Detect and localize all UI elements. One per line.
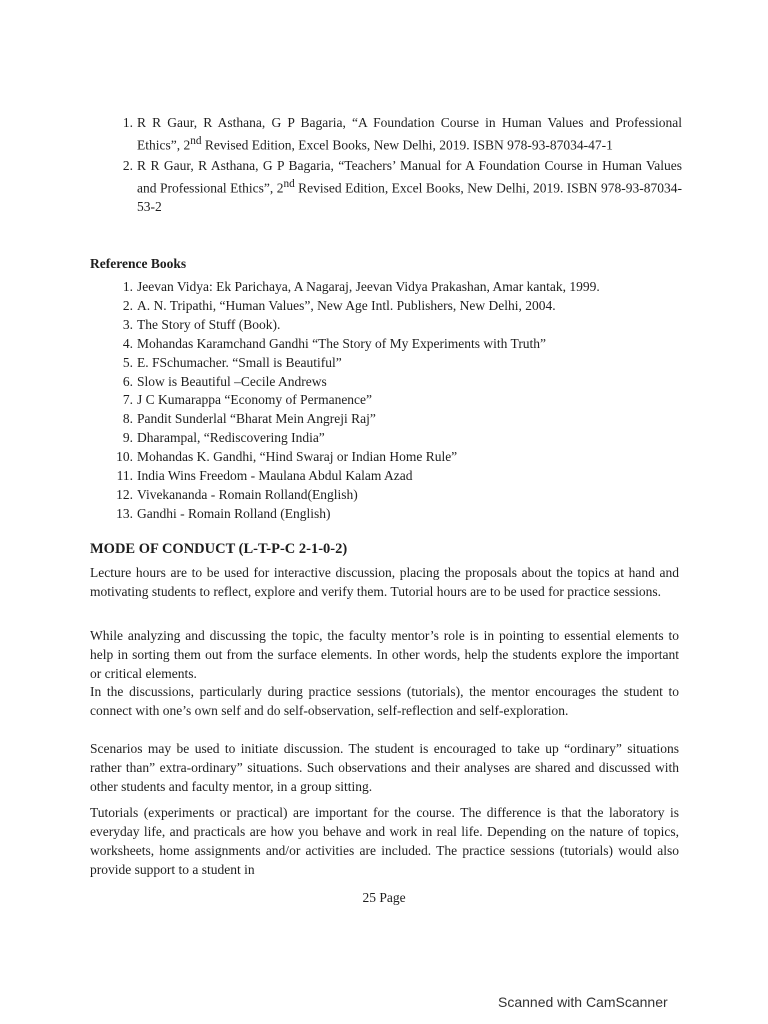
list-item-text: Jeevan Vidya: Ek Parichaya, A Nagaraj, Jeevan Vidya Prakashan, Amar kantak, 1999. [137, 279, 600, 294]
list-item-text: E. FSchumacher. “Small is Beautiful” [137, 354, 342, 370]
superscript: nd [283, 177, 295, 190]
list-item [90, 486, 682, 505]
list-item-number: 9. [122, 430, 133, 446]
list-item-number: 5. [122, 354, 133, 370]
list-item-text: Mohandas K. Gandhi, “Hind Swaraj or Indian Home Rule” [137, 449, 458, 465]
list-item [90, 467, 682, 486]
list-item-text: Gandhi - Romain Rolland (English) [137, 505, 331, 521]
list-item [90, 297, 682, 316]
list-item-number: 13. [116, 505, 133, 521]
list-item-text: India Wins Freedom - Maulana Abdul Kalam Azad [137, 468, 413, 484]
paragraph: In the discussions, particularly during practice sessions (tutorials), the mentor encourages the student to connect with one’s own self and do self-observation, self-reflection and self-exploration. [90, 684, 679, 718]
list-item-text: Revised Edition, Excel Books, New Delhi, 2019. ISBN 978-93-87034-47-1 [201, 137, 613, 153]
list-item [90, 505, 682, 524]
list-item [90, 156, 682, 217]
list-item-text: The Story of Stuff (Book). [137, 316, 281, 332]
list-item-text: Vivekananda - Romain Rolland(English) [137, 486, 358, 502]
list-item [90, 429, 682, 448]
list-item-text: R R Gaur, R Asthana, G P Bagaria, “A Foundation Course in Human Values and Professional Ethics”, 2 [137, 115, 682, 153]
list-item-number: 10. [116, 449, 133, 465]
list-item-text: Dharampal, “Rediscovering India” [137, 430, 325, 446]
list-item-number: 12. [116, 486, 133, 502]
list-item-number: 7. [122, 392, 133, 408]
list-item-number: 11. [116, 468, 133, 484]
list-item [90, 354, 682, 373]
page-number: 25 Page [362, 890, 406, 905]
paragraph: While analyzing and discussing the topic, the faculty mentor’s role is in pointing to essential elements to help in sorting them out from the surface elements. In other words, help the students explore the important or critical elements. [90, 628, 679, 681]
list-item [90, 335, 682, 354]
list-item-text: J C Kumarappa “Economy of Permanence” [137, 392, 373, 408]
paragraph: Lecture hours are to be used for interactive discussion, placing the proposals about the topics at hand and motivating students to reflect, explore and verify them. Tutorial hours are to be used for practice sessions. [90, 565, 679, 599]
list-item [90, 373, 682, 392]
list-item [90, 113, 682, 155]
list-item-number: 4. [122, 335, 133, 351]
list-item-text: Revised Edition, Excel Books, New Delhi, 2019. ISBN 978-93-87034-53-2 [137, 180, 682, 214]
list-item [90, 316, 682, 335]
list-item-text: R R Gaur, R Asthana, G P Bagaria, “Teachers’ Manual for A Foundation Course in Human Values and Professional Ethics”, 2 [137, 157, 682, 195]
list-item-number: 8. [122, 411, 133, 427]
list-item-number: 6. [122, 373, 133, 389]
list-item-number: 1. [122, 279, 133, 294]
superscript: nd [190, 135, 202, 147]
list-item-text: Pandit Sunderlal “Bharat Mein Angreji Raj” [137, 411, 376, 427]
paragraph: Scenarios may be used to initiate discussion. The student is encouraged to take up “ordinary” situations rather than” extra-ordinary” situations. Such observations and their analyses are shared and discussed with other students and faculty mentor, in a group sitting. [90, 741, 679, 794]
list-item-number: 1. [122, 115, 133, 130]
list-item-number: 3. [122, 316, 133, 332]
list-item-text: Mohandas Karamchand Gandhi “The Story of My Experiments with Truth” [137, 335, 547, 351]
reference-books-heading: Reference Books [90, 256, 187, 271]
list-item [90, 410, 682, 429]
mode-of-conduct-heading: MODE OF CONDUCT (L-T-P-C 2-1-0-2) [90, 541, 348, 557]
list-item [90, 278, 682, 297]
list-item-number: 2. [122, 297, 133, 313]
paragraph: Tutorials (experiments or practical) are important for the course. The difference is that the laboratory is everyday life, and practicals are how you behave and work in real life. Depending on the nature of topics, worksheets, home assignments and/or activities are included. The practice sessions (tutorials) would also provide support to a student in [90, 805, 679, 877]
list-item-number: 2. [122, 157, 133, 173]
list-item [90, 391, 682, 410]
list-item [90, 448, 682, 467]
scanner-watermark: Scanned with CamScanner [498, 994, 668, 1010]
list-item-text: A. N. Tripathi, “Human Values”, New Age Intl. Publishers, New Delhi, 2004. [137, 297, 556, 313]
list-item-text: Slow is Beautiful –Cecile Andrews [137, 373, 327, 389]
textbook-list [90, 113, 682, 217]
reference-book-list [90, 278, 682, 524]
